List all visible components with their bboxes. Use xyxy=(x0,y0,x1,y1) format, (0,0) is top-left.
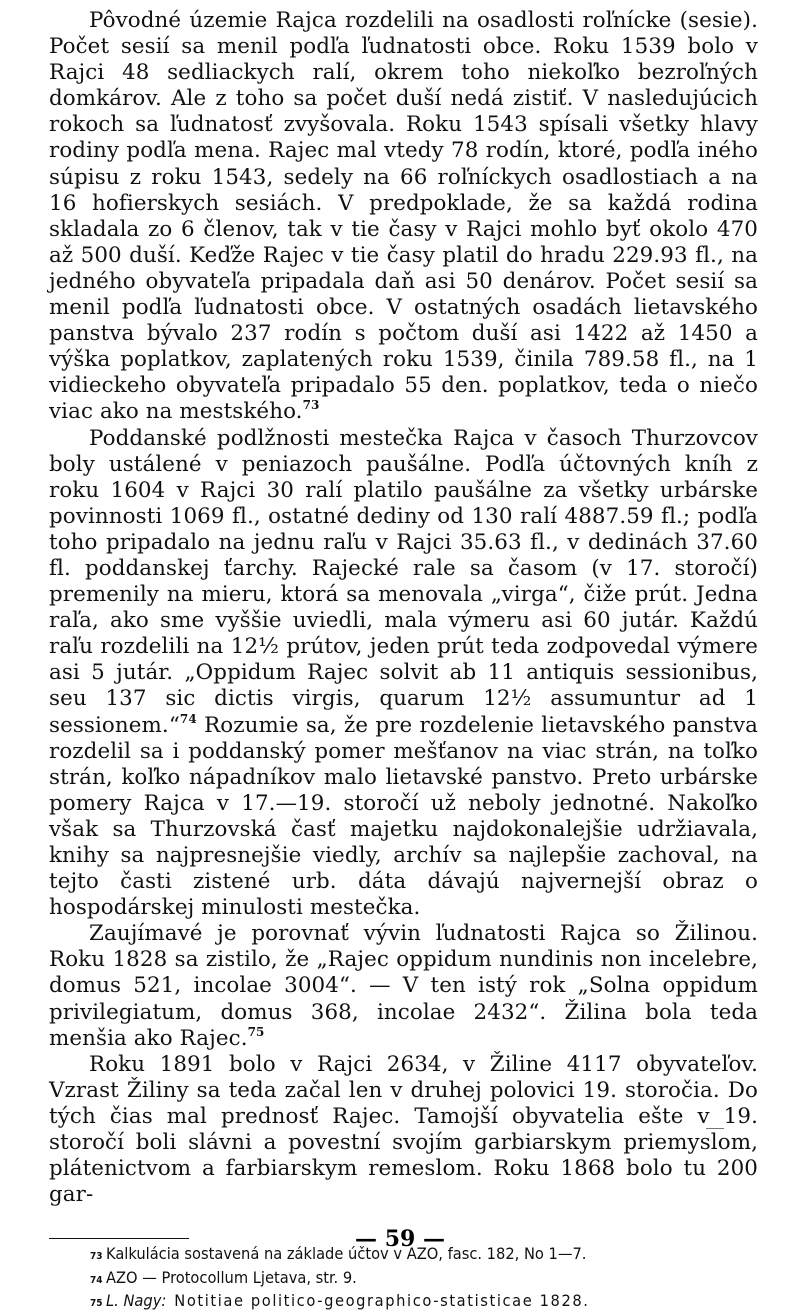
paragraph-text: Roku 1891 bolo v Rajci 2634, v Žiline 4117 obyvateľov. Vzrast Žiliny sa teda začal len v druhej polovici 19. storočia. Do tých čias mal prednosť Rajec. Tamojší obyvatelia ešte v 19. storočí boli slávni a povestní svojím garbiarskym priemyslom, plátenictvom a farbiarskym remeslom. Roku 1868 bolo tu 200 gar- xyxy=(49,1051,758,1208)
paragraph-3 xyxy=(49,921,758,1051)
footnote-author: L. Nagy: xyxy=(106,1290,167,1310)
paragraph-4 xyxy=(49,1052,758,1209)
footnote-text xyxy=(106,1291,758,1311)
paragraph-2 xyxy=(49,426,758,922)
main-text xyxy=(49,8,758,1208)
paragraph-text: Poddanské podlžnosti mestečka Rajca v časoch Thurzovcov boly ustálené v peniazoch paušálne. Podľa účtovných kníh z roku 1604 v Rajci 30 ralí platilo paušálne za všetky urbárske povinnosti 1069 fl., ostatné dediny od 130 ralí 4887.59 fl.; podľa toho pripadalo na jednu raľu v Rajci 35.63 fl., v dedinách 37.60 fl. poddanskej ťarchy. Rajecké rale sa časom (v 17. storočí) premenily na mieru, ktorá sa menovala „virga“, čiže prút. Jedna raľa, ako sme vyššie uviedli, mala výmeru asi 60 jutár. Každú raľu rozdelili na 12½ prútov, jeden prút teda zodpovedal výmere asi 5 jutár. „Oppidum Rajec solvit ab 11 antiquis sessionibus, seu 137 sic dictis virgis, quarum 12½ assumuntur ad 1 sessionem.“ xyxy=(49,425,758,738)
footnote-75 xyxy=(49,1291,758,1314)
paragraph-text-continued: Rozumie sa, že pre rozdelenie lietavského panstva rozdelil sa i poddanský pomer mešťanov na viac strán, na toľko strán, koľko nápadníkov malo lietavské panstvo. Preto urbárske pomery Rajca v 17.—19. storočí už neboly jednotné. Nakoľko však sa Thurzovská časť majetku najdokonalejšie udržiavala, knihy sa najpresnejšie viedly, archív sa najlepšie zachoval, na tejto časti zistené urb. dáta dávajú najvernejší obraz o hospodárskej minulosti mestečka. xyxy=(49,712,758,921)
footnote-mark: 73 xyxy=(90,1251,103,1263)
separator-tail xyxy=(706,1128,724,1129)
footnote-text: Kalkulácia sostavená na základe účtov v AZO, fasc. 182, No 1—7. xyxy=(106,1244,587,1264)
page-number: — 59 — xyxy=(355,1226,445,1252)
paragraph-1 xyxy=(49,8,758,426)
footnotes xyxy=(49,1244,758,1314)
paragraph-text: Pôvodné územie Rajca rozdelili na osadlosti roľnícke (sesie). Počet sesií sa menil podľa ľudnatosti obce. Roku 1539 bolo v Rajci 48 sedliackych ralí, okrem toho niekoľko bezroľných domkárov. Ale z toho sa počet duší nedá zistiť. V nasledujúcich rokoch sa ľudnatosť zvyšovala. Roku 1543 spísali všetky hlavy rodiny podľa mena. Rajec mal vtedy 78 rodín, ktoré, podľa iného súpisu z roku 1543, sedely na 66 roľníckych osadlostiach a na 16 hofierskych sesiách. V predpoklade, že sa každá rodina skladala zo 6 členov, tak v tie časy v Rajci mohlo byť okolo 470 až 500 duší. Keďže Rajec v tie časy platil do hradu 229.93 fl., na jedného obyvateľa pripadala daň asi 50 denárov. Počet sesií sa menil podľa ľudnatosti obce. V ostatných osadách lietavského panstva bývalo 237 rodín s počtom duší asi 1422 až 1450 a výška poplatkov, zaplatených roku 1539, činila 789.58 fl., na 1 vidieckeho obyvateľa pripadalo 55 den. poplatkov, teda o niečo viac ako na mestského. xyxy=(49,8,758,425)
footnote-ref-74: 74 xyxy=(179,711,197,726)
footnote-mark: 74 xyxy=(90,1274,103,1286)
footnote-74 xyxy=(49,1268,758,1291)
paragraph-text: Zaujímavé je porovnať vývin ľudnatosti Rajca so Žilinou. Roku 1828 sa zistilo, že „Rajec oppidum nundinis non incelebre, domus 521, incolae 3004“. — V ten istý rok „Solna oppidum privilegiatum, domus 368, incolae 2432“. Žilina bola teda menšia ako Rajec. xyxy=(49,921,758,1051)
footnote-text: AZO — Protocollum Ljetava, str. 9. xyxy=(106,1267,357,1287)
footnote-title: Notitiae politico-geographico-statisticae 1828. xyxy=(174,1290,590,1310)
footnote-mark: 75 xyxy=(90,1297,103,1309)
footnote-ref-75: 75 xyxy=(247,1024,265,1039)
footnote-ref-73: 73 xyxy=(302,398,320,413)
